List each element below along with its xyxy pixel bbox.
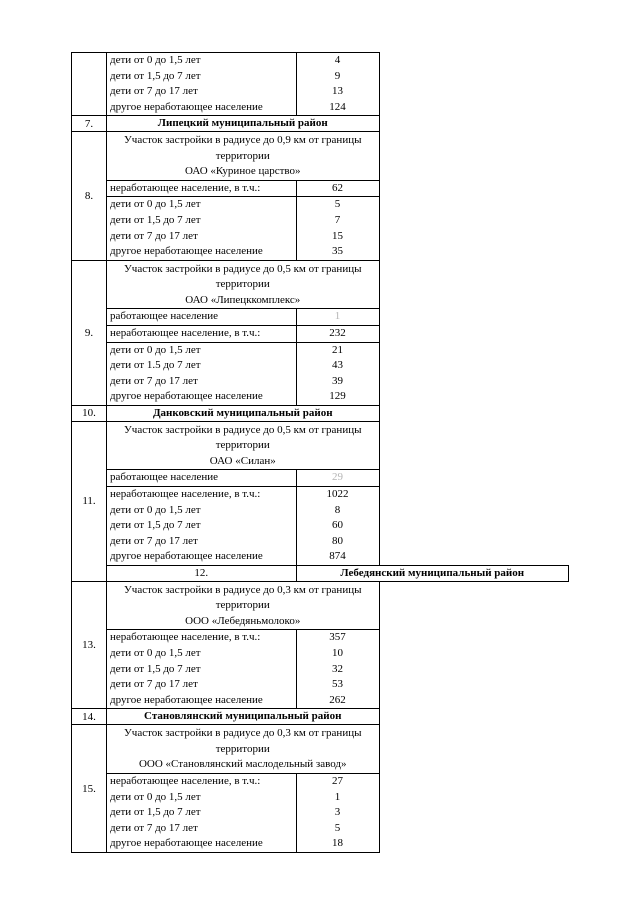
- row-value: 8: [334, 503, 341, 516]
- total-row: [72, 325, 569, 342]
- row-label: дети от 0 до 1,5 лет: [110, 503, 201, 516]
- row-label: дети от 0 до 1,5 лет: [110, 198, 201, 211]
- working-value: 1: [334, 310, 341, 323]
- total-label: неработающее население, в т.ч.:: [110, 326, 261, 339]
- row-label: дети от 0 до 1,5 лет: [110, 647, 201, 660]
- row-value: 5: [334, 198, 341, 211]
- row-value: 4: [334, 54, 341, 66]
- label-cell: [107, 197, 297, 260]
- row-number: 7.: [72, 116, 107, 132]
- total-value: 357: [329, 631, 346, 644]
- label-cell: [107, 773, 297, 852]
- district-title: Становлянский муниципальный район: [107, 709, 380, 725]
- row-value: 13: [332, 85, 343, 98]
- working-label: работающее население: [110, 310, 219, 323]
- row-label: дети от 7 до 17 лет: [110, 534, 198, 547]
- working-value: 29: [332, 471, 343, 484]
- table-row: [72, 53, 569, 116]
- total-label: неработающее население, в т.ч.:: [110, 181, 261, 194]
- label-cell: [107, 325, 297, 342]
- row-value: 9: [334, 69, 341, 82]
- total-row: [72, 487, 569, 566]
- section-header: [107, 260, 380, 309]
- row-value: 7: [334, 214, 341, 227]
- section-header-line2: ОАО «Липецккомплекс»: [185, 293, 301, 306]
- row-value: 32: [332, 662, 343, 675]
- row-value: 5: [334, 821, 341, 834]
- value-cell: [296, 342, 379, 405]
- row-label: другое неработающее население: [110, 100, 263, 113]
- row-label: дети от 1,5 до 7 лет: [110, 806, 201, 819]
- section-header-line2: ОАО «Куриное царство»: [184, 165, 301, 178]
- value-cell: [296, 325, 379, 342]
- section-header-line2: ООО «Становлянский маслодельный завод»: [138, 758, 347, 771]
- total-label: неработающее население, в т.ч.:: [110, 774, 261, 787]
- total-value: 62: [332, 181, 343, 194]
- value-cell: [296, 773, 379, 852]
- value-cell: [296, 53, 379, 116]
- total-row: [72, 630, 569, 709]
- district-title: Данковский муниципальный район: [107, 405, 380, 421]
- row-label: другое неработающее население: [110, 390, 263, 403]
- section-header: [107, 421, 380, 470]
- section-header: [107, 132, 380, 181]
- section-header: [107, 581, 380, 630]
- label-cell: [107, 630, 297, 709]
- row-label: другое неработающее население: [110, 245, 263, 258]
- label-cell: [107, 487, 297, 566]
- row-label: дети от 1.5 до 7 лет: [110, 359, 201, 372]
- section-header-line1: Участок застройки в радиусе до 0,3 км от границы территории: [124, 727, 362, 755]
- district-row: [72, 565, 569, 581]
- section-header-line1: Участок застройки в радиусе до 0,9 км от границы территории: [124, 134, 362, 162]
- row-number: 10.: [72, 405, 107, 421]
- value-cell: [296, 197, 379, 260]
- district-row: [72, 405, 569, 421]
- value-cell: [296, 487, 379, 566]
- total-row: [72, 773, 569, 852]
- row-value: 39: [332, 374, 343, 387]
- row-value: 129: [329, 390, 346, 403]
- total-value: 1022: [326, 488, 349, 500]
- section-header-line1: Участок застройки в радиусе до 0,5 км от границы территории: [124, 262, 362, 291]
- section-header-line2: ОАО «Силан»: [209, 454, 276, 467]
- row-label: другое неработающее население: [110, 550, 263, 563]
- total-value: 232: [329, 326, 346, 339]
- working-row: [72, 309, 569, 326]
- total-value: 27: [332, 774, 343, 787]
- row-label: дети от 7 до 17 лет: [110, 678, 198, 691]
- row-value: 21: [332, 343, 343, 356]
- district-title: Лебедянский муниципальный район: [296, 565, 569, 581]
- section-header-line1: Участок застройки в радиусе до 0,5 км от границы территории: [124, 423, 362, 452]
- row-number: 8.: [72, 132, 107, 260]
- row-number: 15.: [72, 725, 107, 852]
- total-row: [72, 180, 569, 197]
- section-header-line1: Участок застройки в радиусе до 0,3 км от границы территории: [124, 583, 362, 612]
- row-value: 80: [332, 534, 343, 547]
- row-label: дети от 7 до 17 лет: [110, 821, 198, 834]
- row-label: дети от 1,5 до 7 лет: [110, 69, 201, 82]
- label-cell: [107, 342, 297, 405]
- row-value: 60: [332, 519, 343, 532]
- district-row: [72, 709, 569, 725]
- working-label: работающее население: [110, 471, 219, 484]
- district-title: Липецкий муниципальный район: [107, 116, 380, 132]
- row-label: дети от 1,5 до 7 лет: [110, 662, 201, 675]
- row-value: 53: [332, 678, 343, 691]
- label-cell: [107, 180, 297, 197]
- table-row: [72, 342, 569, 405]
- label-cell: [107, 470, 297, 487]
- row-value: 1: [334, 790, 341, 803]
- row-value: 15: [332, 229, 343, 242]
- row-value: 35: [332, 245, 343, 258]
- total-label: неработающее население, в т.ч.:: [110, 488, 261, 500]
- row-value: 43: [332, 359, 343, 372]
- row-value: 3: [334, 806, 341, 819]
- working-row: [72, 470, 569, 487]
- row-value: 124: [329, 100, 346, 113]
- row-value: 18: [332, 837, 343, 850]
- row-number-cell: [72, 53, 107, 116]
- population-table: [71, 52, 569, 853]
- row-label: дети от 7 до 17 лет: [110, 85, 198, 98]
- section-header-row: [72, 132, 569, 181]
- row-number: 13.: [72, 581, 107, 708]
- value-cell: [296, 180, 379, 197]
- row-label: дети от 0 до 1,5 лет: [110, 54, 201, 66]
- row-label: дети от 0 до 1,5 лет: [110, 343, 201, 356]
- row-label: дети от 1,5 до 7 лет: [110, 214, 201, 227]
- row-label: другое неработающее население: [110, 693, 263, 706]
- table-row: [72, 197, 569, 260]
- total-label: неработающее население, в т.ч.:: [110, 631, 261, 644]
- district-row: [72, 116, 569, 132]
- row-number: 11.: [72, 421, 107, 581]
- row-number: 14.: [72, 709, 107, 725]
- row-label: дети от 7 до 17 лет: [110, 229, 198, 242]
- section-header-row: [72, 725, 569, 774]
- row-value: 874: [329, 550, 346, 563]
- section-header-line2: ООО «Лебедяньмолоко»: [185, 614, 301, 627]
- row-number: 12.: [107, 565, 297, 581]
- value-cell: [296, 309, 379, 326]
- value-cell: [296, 470, 379, 487]
- row-label: дети от 0 до 1,5 лет: [110, 790, 201, 803]
- value-cell: [296, 630, 379, 709]
- row-number: 9.: [72, 260, 107, 405]
- row-value: 262: [329, 693, 346, 706]
- row-label: дети от 7 до 17 лет: [110, 374, 198, 387]
- row-value: 10: [332, 647, 343, 660]
- section-header: [107, 725, 380, 774]
- section-header-row: [72, 581, 569, 630]
- section-header-row: [72, 260, 569, 309]
- section-header-row: [72, 421, 569, 470]
- label-cell: [107, 309, 297, 326]
- row-label: другое неработающее население: [110, 837, 263, 850]
- row-label: дети от 1,5 до 7 лет: [110, 519, 201, 532]
- label-cell: [107, 53, 297, 116]
